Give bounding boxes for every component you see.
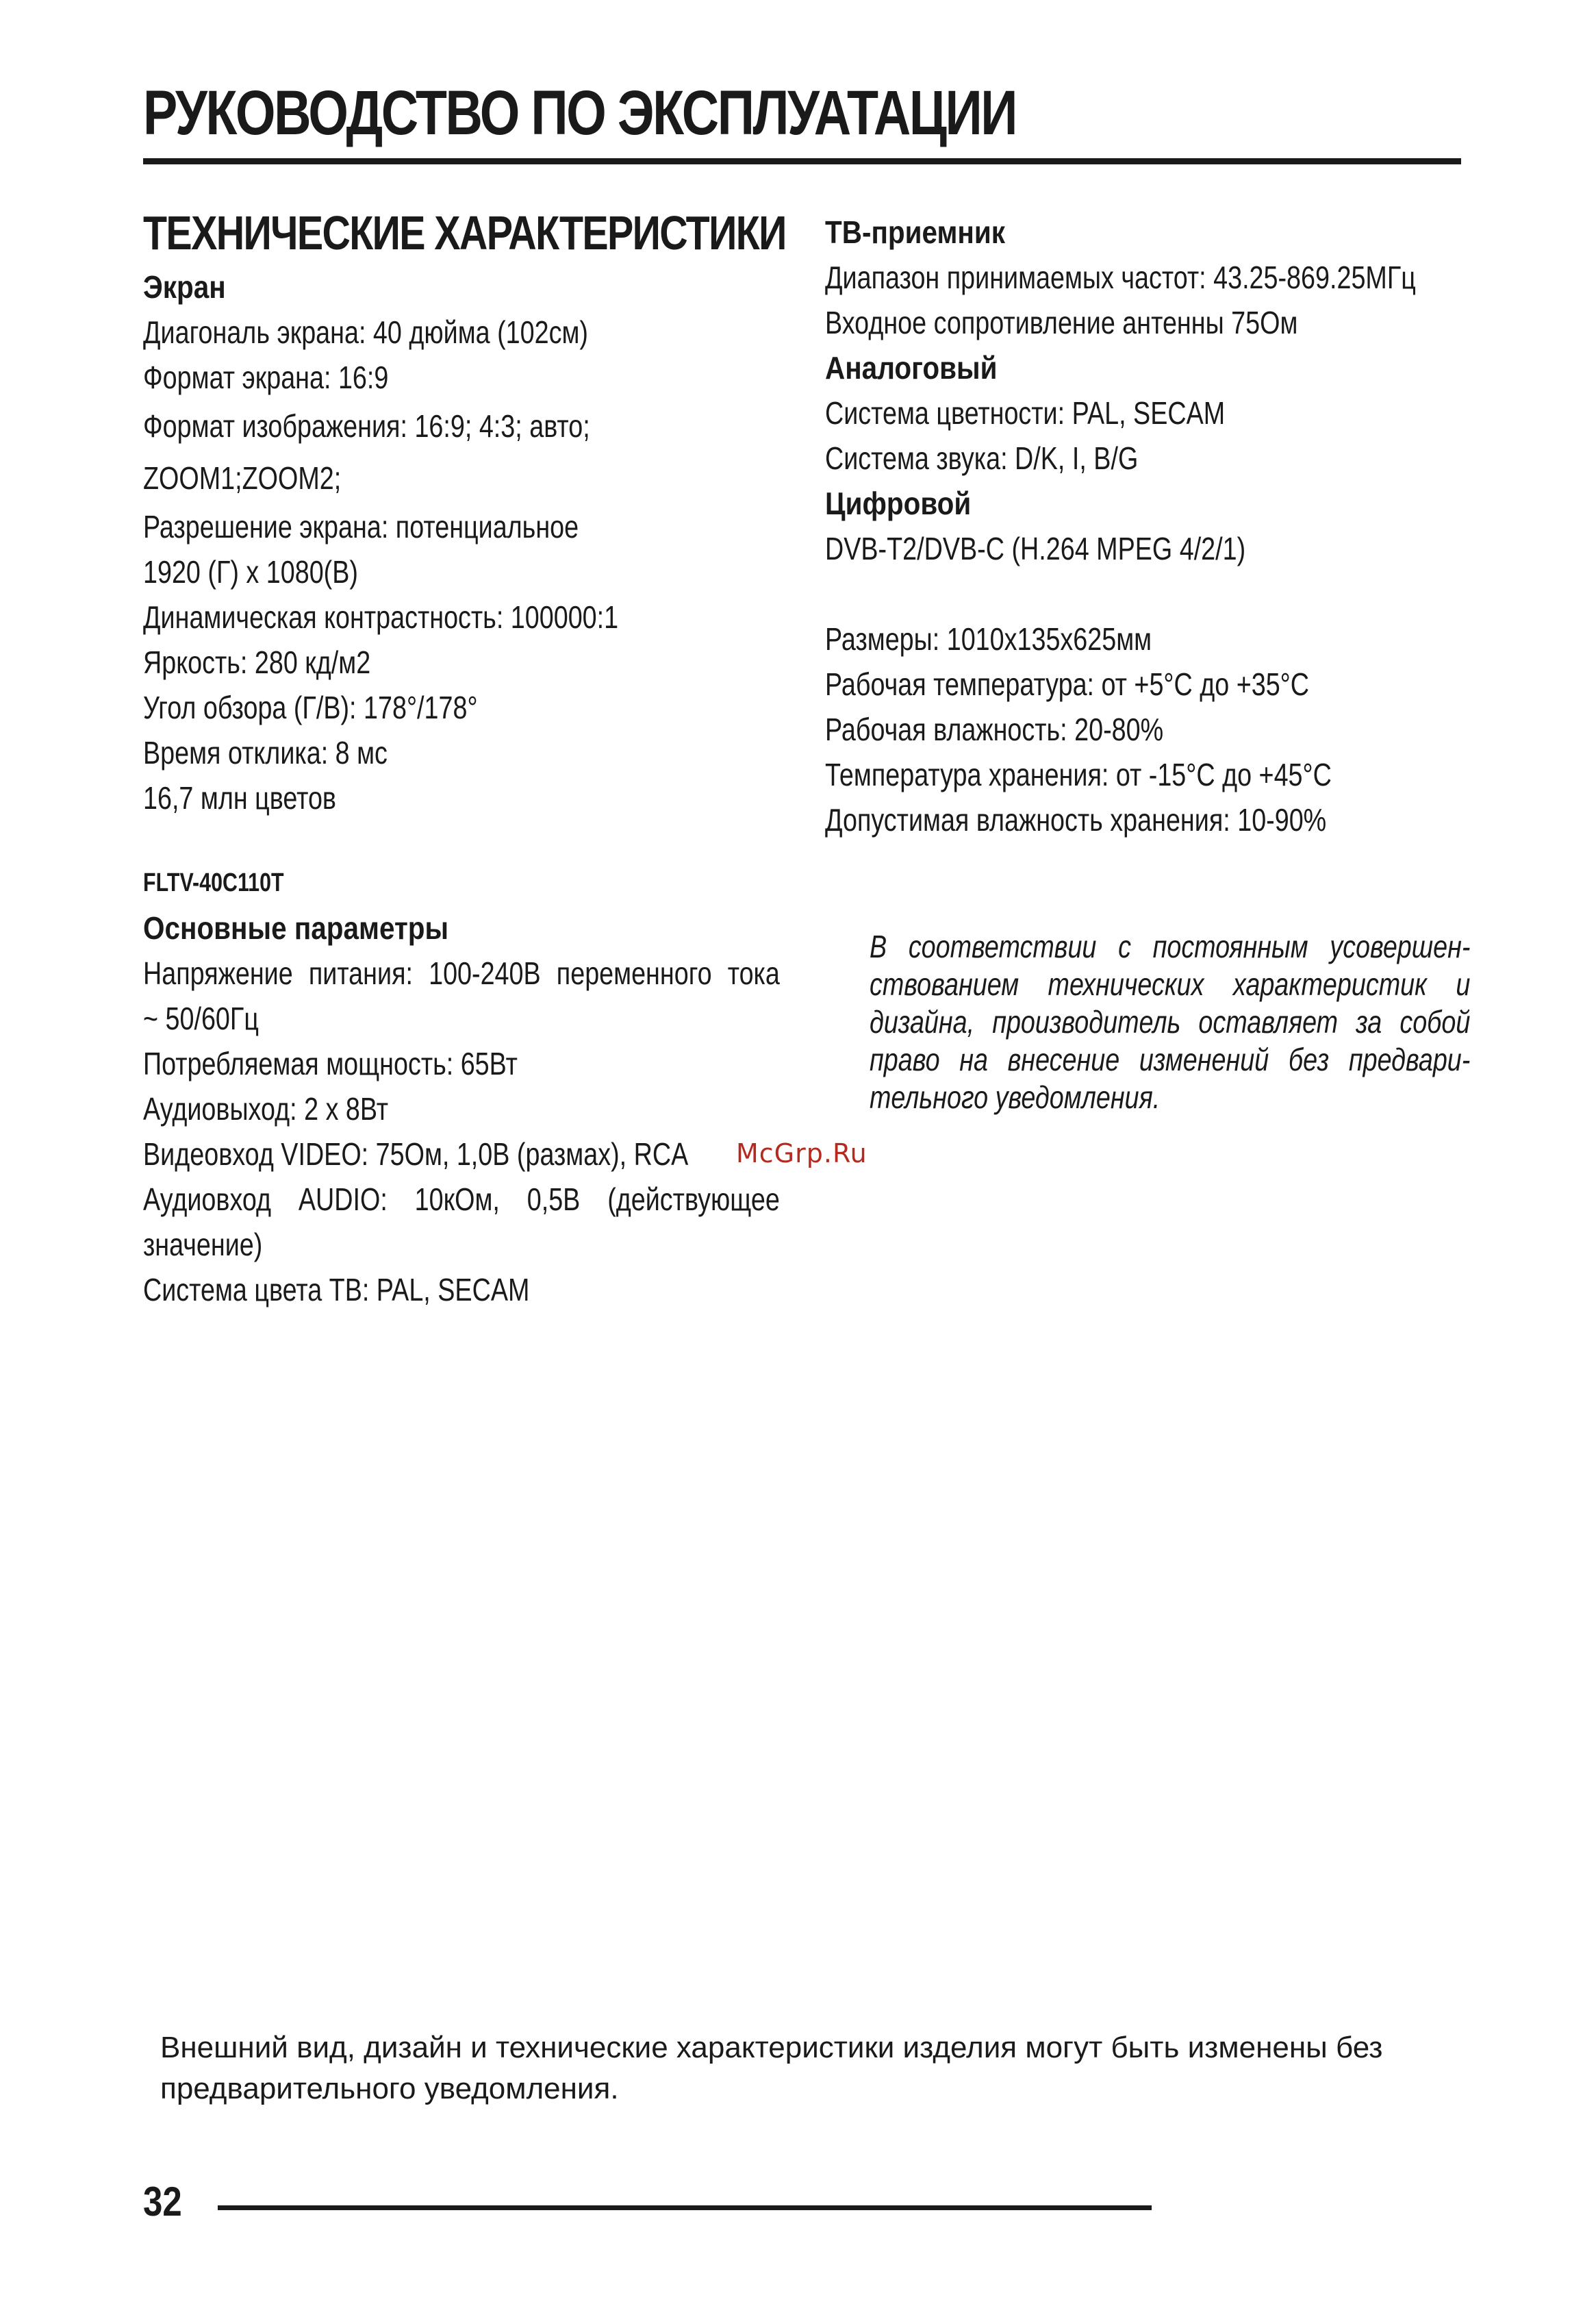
analog-heading: Аналоговый	[825, 350, 998, 386]
spec-line: Потребляемая мощность: 65Вт	[143, 1046, 518, 1081]
note-line: дизайна, производитель оставляет за собой	[870, 1004, 1471, 1040]
note-line: тельного уведомления.	[870, 1079, 1161, 1115]
spec-line-justified: Аудиовход AUDIO: 10кОм, 0,5В (действующее	[143, 1181, 780, 1217]
right-column	[825, 210, 1462, 842]
spec-line: Разрешение экрана: потенциальное	[143, 509, 579, 544]
spec-line: Диапазон принимаемых частот: 43.25-869.25МГц	[825, 260, 1416, 295]
disclaimer-note	[870, 928, 1470, 1116]
note-line: ствованием технических характеристик и	[870, 966, 1471, 1002]
watermark: McGrp.Ru	[736, 1138, 867, 1168]
note-line: В соответствии с постоянным усовершен-	[870, 929, 1471, 964]
digital-heading: Цифровой	[825, 486, 972, 521]
section-title: ТЕХНИЧЕСКИЕ ХАРАКТЕРИСТИКИ	[143, 206, 786, 260]
model-number: FLTV-40C110T	[143, 868, 284, 897]
spec-line: 1920 (Г) x 1080(В)	[143, 554, 358, 590]
left-column	[143, 205, 786, 1312]
spec-line: 16,7 млн цветов	[143, 780, 336, 816]
spec-line: Динамическая контрастность: 100000:1	[143, 599, 619, 635]
spec-line: ZOOM1;ZOOM2;	[143, 460, 342, 496]
spec-line: Рабочая температура: от +5°С до +35°С	[825, 666, 1310, 702]
spec-line: Рабочая влажность: 20-80%	[825, 712, 1164, 747]
page-number: 32	[143, 2179, 182, 2225]
spec-line: Система цветности: PAL, SECAM	[825, 395, 1226, 431]
spec-line: Угол обзора (Г/В): 178°/178°	[143, 690, 478, 725]
page-title: РУКОВОДСТВО ПО ЭКСПЛУАТАЦИИ	[143, 78, 1017, 148]
screen-heading: Экран	[143, 269, 226, 305]
spec-line: Аудиовыход: 2 х 8Вт	[143, 1091, 389, 1127]
spec-line: Температура хранения: от -15°С до +45°С	[825, 757, 1332, 792]
footer-note-line: Внешний вид, дизайн и технические характеристики изделия могут быть изменены без	[160, 2031, 1383, 2064]
spec-line: Входное сопротивление антенны 75Ом	[825, 305, 1298, 340]
footer-note-line: предварительного уведомления.	[160, 2072, 619, 2105]
spec-line: Время отклика: 8 мс	[143, 735, 388, 771]
footer-divider	[218, 2205, 1152, 2210]
main-params-heading: Основные параметры	[143, 910, 449, 946]
spec-line: Яркость: 280 кд/м2	[143, 644, 371, 680]
spec-line: Видеовход VIDEO: 75Ом, 1,0В (размах), RCA	[143, 1136, 689, 1172]
spec-line-justified: Напряжение питания: 100-240В переменного тока	[143, 955, 780, 991]
spec-line: Формат изображения: 16:9; 4:3; авто;	[143, 408, 590, 444]
spec-line: Допустимая влажность хранения: 10-90%	[825, 802, 1327, 838]
spec-line: значение)	[143, 1227, 263, 1262]
spec-line: Диагональ экрана: 40 дюйма (102см)	[143, 314, 588, 350]
tv-receiver-heading: ТВ-приемник	[825, 214, 1006, 250]
footer-note	[160, 2027, 1461, 2109]
title-divider	[143, 158, 1461, 164]
spec-line: Система звука: D/K, I, B/G	[825, 440, 1139, 476]
spec-line: Размеры: 1010x135x625мм	[825, 621, 1152, 657]
note-line: право на внесение изменений без предвари-	[870, 1042, 1471, 1077]
spec-line: Формат экрана: 16:9	[143, 360, 389, 395]
spec-line: ~ 50/60Гц	[143, 1001, 259, 1036]
spec-line: DVB-T2/DVB-C (H.264 MPEG 4/2/1)	[825, 531, 1246, 566]
spec-line: Система цвета ТВ: PAL, SECAM	[143, 1272, 530, 1307]
